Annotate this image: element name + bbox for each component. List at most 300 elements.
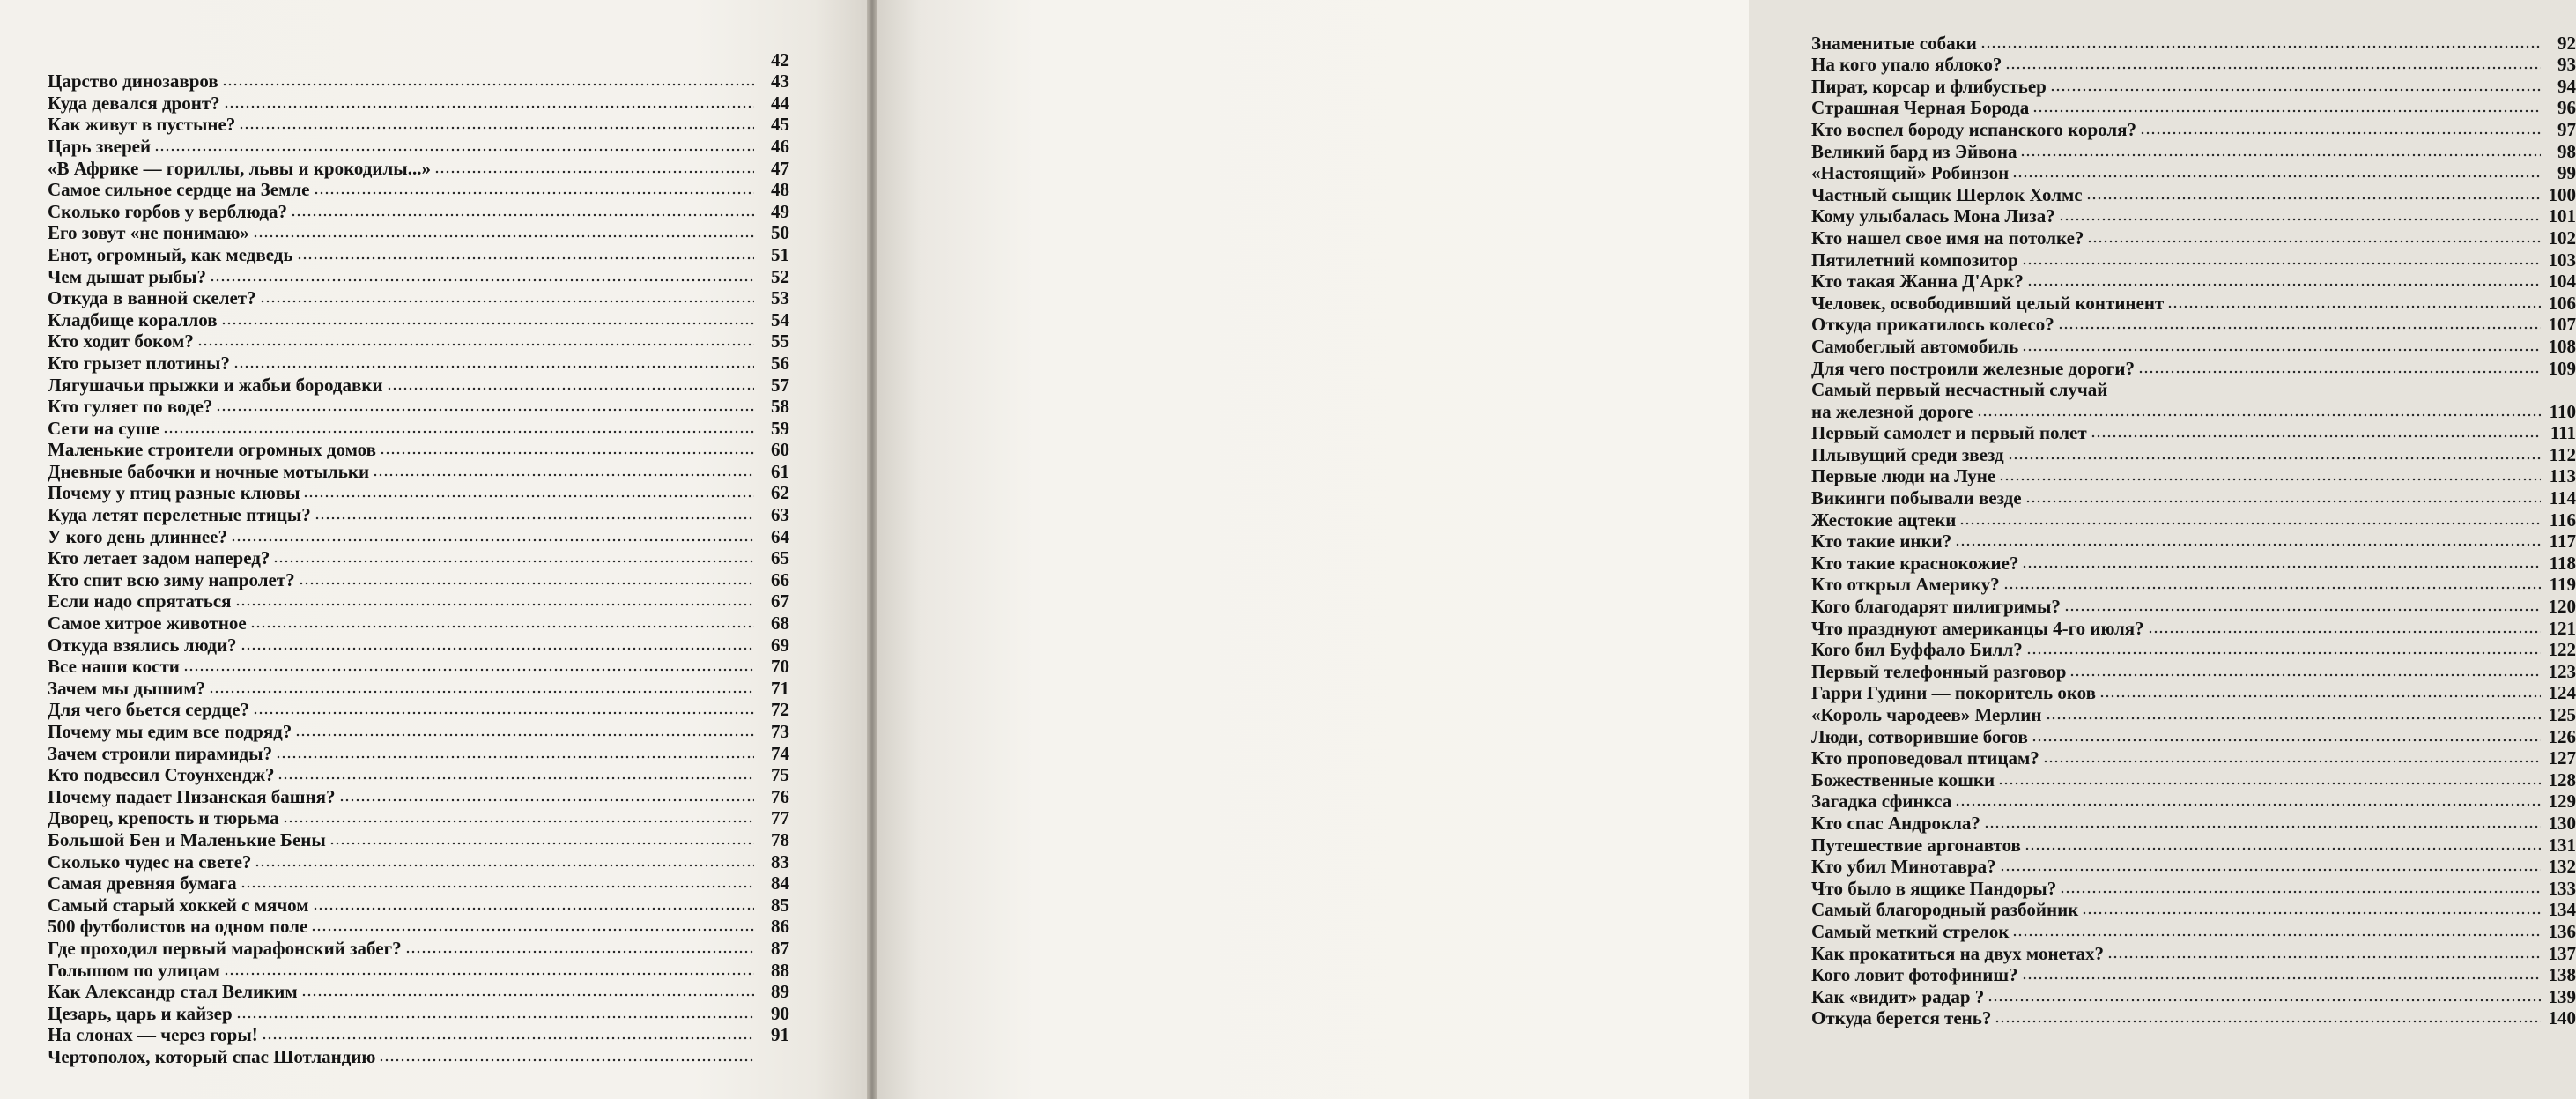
toc-title: Для чего построили железные дороги? xyxy=(1811,357,2135,379)
toc-entry xyxy=(48,656,789,678)
dot-leader xyxy=(241,884,754,889)
toc-title: Кому улыбалась Мона Лиза? xyxy=(1811,205,2055,227)
toc-title: Страшная Черная Борода xyxy=(1811,97,2030,119)
toc-page-number: 100 xyxy=(2548,183,2576,205)
dot-leader xyxy=(235,602,754,607)
toc-title: Викинги побывали везде xyxy=(1811,487,2022,509)
toc-title: Как «видит» радар ? xyxy=(1811,985,1985,1007)
dot-leader xyxy=(233,364,754,369)
dot-leader xyxy=(2022,564,2541,569)
toc-title: Кладбище кораллов xyxy=(48,308,218,330)
toc-page-number: 72 xyxy=(771,699,789,721)
toc-entry xyxy=(1811,379,2576,401)
toc-title: Кто подвесил Стоунхендж? xyxy=(48,764,275,786)
toc-title: Самый меткий стрелок xyxy=(1811,920,2010,942)
toc-page-number: 126 xyxy=(2548,725,2576,747)
toc-page-number: 122 xyxy=(2548,639,2576,661)
dot-leader xyxy=(255,863,754,868)
toc-title: Кто убил Минотавра? xyxy=(1811,856,1996,878)
toc-title: Куда летят перелетные птицы? xyxy=(48,504,311,526)
toc-title: Лягушачьи прыжки и жабьи бородавки xyxy=(48,374,383,396)
toc-page-number: 129 xyxy=(2548,791,2576,813)
dot-leader xyxy=(2059,217,2541,222)
toc-title: Кто такие краснокожие? xyxy=(1811,552,2019,574)
dot-leader xyxy=(2058,325,2541,330)
toc-title: На кого упало яблоко? xyxy=(1811,54,2002,76)
toc-title: Самый старый хоккей с мячом xyxy=(48,894,309,916)
toc-entry xyxy=(48,981,789,1003)
toc-entry xyxy=(48,135,789,157)
toc-title: Откуда берется тень? xyxy=(1811,1007,1992,1029)
toc-title: Первый самолет и первый полет xyxy=(1811,422,2087,444)
toc-page-number: 75 xyxy=(771,764,789,786)
left-table-of-contents xyxy=(48,48,789,1067)
toc-title: Самое сильное сердце на Земле xyxy=(48,179,310,201)
toc-page-number: 47 xyxy=(771,157,789,179)
toc-page-number: 52 xyxy=(771,265,789,287)
toc-page-number: 51 xyxy=(771,243,789,265)
dot-leader xyxy=(253,234,754,239)
toc-title: Почему падает Пизанская башня? xyxy=(48,785,336,807)
toc-entry xyxy=(1811,97,2576,119)
dot-leader xyxy=(253,710,754,716)
toc-title: Царь зверей xyxy=(48,135,152,157)
dot-leader xyxy=(434,169,754,175)
toc-entry xyxy=(1811,791,2576,813)
toc-entry xyxy=(48,828,789,850)
dot-leader xyxy=(311,927,754,932)
toc-title: Кто такая Жанна Д'Арк? xyxy=(1811,271,2024,293)
toc-title: Плывущий среди звезд xyxy=(1811,443,2004,465)
toc-title: «Настоящий» Робинзон xyxy=(1811,162,2010,184)
toc-title: Что празднуют американцы 4-го июля? xyxy=(1811,617,2144,639)
dot-leader xyxy=(163,429,754,434)
toc-title: Дневные бабочки и ночные мотыльки xyxy=(48,460,370,482)
toc-title: на железной дороге xyxy=(1811,400,1973,422)
toc-entry xyxy=(1811,292,2576,314)
dot-leader xyxy=(1998,781,2541,786)
toc-entry xyxy=(48,1024,789,1046)
toc-page-number: 111 xyxy=(2550,422,2576,444)
toc-page-number: 120 xyxy=(2548,596,2576,618)
toc-page-number: 107 xyxy=(2548,314,2576,336)
toc-page-number: 92 xyxy=(2557,32,2576,54)
toc-page-number: 104 xyxy=(2548,271,2576,293)
toc-entry xyxy=(1811,660,2576,682)
toc-entry xyxy=(48,1045,789,1067)
toc-page-number: 42 xyxy=(771,48,789,71)
toc-entry xyxy=(48,850,789,873)
toc-title: Если надо спрятаться xyxy=(48,590,232,613)
dot-leader xyxy=(183,667,754,672)
toc-entry xyxy=(48,764,789,786)
dot-leader xyxy=(315,516,754,521)
toc-title: Жестокие ацтеки xyxy=(1811,509,1957,531)
toc-page-number: 66 xyxy=(771,568,789,590)
dot-leader xyxy=(278,776,754,781)
toc-title: Цезарь, царь и кайзер xyxy=(48,1002,233,1024)
toc-title: У кого день длиннее? xyxy=(48,525,227,547)
toc-page-number: 53 xyxy=(771,287,789,309)
toc-page-number: 109 xyxy=(2548,357,2576,379)
toc-page-number: 119 xyxy=(2549,574,2576,596)
toc-entry xyxy=(48,200,789,222)
dot-leader xyxy=(295,732,754,738)
toc-entry xyxy=(48,71,789,93)
toc-page-number: 98 xyxy=(2557,140,2576,162)
toc-page-number: 59 xyxy=(771,417,789,439)
dot-leader xyxy=(1980,44,2541,49)
dot-leader xyxy=(2138,369,2541,375)
dot-leader xyxy=(301,992,754,998)
toc-page-number: 60 xyxy=(771,439,789,461)
toc-page-number: 88 xyxy=(771,959,789,981)
toc-title: Кто такие инки? xyxy=(1811,531,1952,553)
toc-page-number: 102 xyxy=(2548,226,2576,249)
toc-entry xyxy=(1811,595,2576,617)
toc-page-number: 106 xyxy=(2548,292,2576,314)
toc-title: Самый первый несчастный случай xyxy=(1811,379,2108,401)
toc-title: Кого бил Буффало Билл? xyxy=(1811,639,2023,661)
toc-entry xyxy=(1811,400,2576,422)
toc-entry xyxy=(48,742,789,764)
toc-entry xyxy=(48,525,789,547)
toc-page-number: 68 xyxy=(771,613,789,635)
toc-title: Первый телефонный разговор xyxy=(1811,660,2067,682)
toc-title: Пират, корсар и флибустьер xyxy=(1811,75,2047,97)
toc-title: Как живут в пустыне? xyxy=(48,114,236,136)
toc-title: Первые люди на Луне xyxy=(1811,465,1996,487)
toc-page-number: 46 xyxy=(771,135,789,157)
toc-title: Откуда взялись люди? xyxy=(48,634,237,656)
toc-entry xyxy=(48,568,789,590)
toc-title: Сколько горбов у верблюда? xyxy=(48,200,287,222)
dot-leader xyxy=(2032,108,2541,114)
dot-leader xyxy=(209,689,754,694)
toc-entry xyxy=(48,894,789,916)
dot-leader xyxy=(231,538,754,543)
dot-leader xyxy=(1977,412,2542,418)
dot-leader xyxy=(2043,759,2541,764)
toc-title: Большой Бен и Маленькие Бены xyxy=(48,828,326,850)
toc-entry xyxy=(1811,769,2576,791)
toc-page-number: 63 xyxy=(771,504,789,526)
toc-page-number: 78 xyxy=(771,828,789,850)
dot-leader xyxy=(314,190,755,196)
toc-entry xyxy=(48,265,789,287)
toc-title: Кто спас Андрокла? xyxy=(1811,812,1980,834)
dot-leader xyxy=(2082,910,2541,916)
toc-entry xyxy=(48,439,789,461)
toc-page-number: 86 xyxy=(771,916,789,938)
toc-entry xyxy=(1811,812,2576,834)
dot-leader xyxy=(276,754,754,760)
toc-entry xyxy=(1811,249,2576,271)
dot-leader xyxy=(313,906,754,911)
toc-page-number: 97 xyxy=(2557,118,2576,140)
toc-title: Кто грызет плотины? xyxy=(48,352,230,374)
dot-leader xyxy=(221,321,754,326)
toc-entry xyxy=(1811,899,2576,921)
toc-page-number: 118 xyxy=(2549,552,2576,574)
dot-leader xyxy=(380,450,754,456)
toc-page-number: 64 xyxy=(771,525,789,547)
toc-title: Для чего бьется сердце? xyxy=(48,699,250,721)
dot-leader xyxy=(2140,130,2541,136)
toc-page-number: 137 xyxy=(2548,942,2576,964)
toc-entry xyxy=(1811,639,2576,661)
dot-leader xyxy=(236,1014,754,1020)
dot-leader xyxy=(2008,456,2541,461)
toc-entry xyxy=(1811,205,2576,227)
toc-page-number: 77 xyxy=(771,807,789,829)
book-gutter xyxy=(867,0,877,1099)
toc-entry xyxy=(1811,422,2576,444)
dot-leader xyxy=(379,1058,754,1063)
dot-leader xyxy=(2086,196,2541,201)
toc-page-number: 140 xyxy=(2548,1007,2576,1029)
toc-entry xyxy=(48,460,789,482)
toc-page-number: 91 xyxy=(771,1024,789,1046)
toc-page-number: 124 xyxy=(2548,682,2576,704)
dot-leader xyxy=(2060,889,2541,895)
dot-leader xyxy=(283,819,754,824)
toc-entry xyxy=(48,873,789,895)
toc-title: Как Александр стал Великим xyxy=(48,981,298,1003)
toc-page-number: 57 xyxy=(771,374,789,396)
dot-leader xyxy=(216,407,754,412)
toc-page-number: 96 xyxy=(2557,97,2576,119)
toc-title: Кого благодарят пилигримы? xyxy=(1811,596,2061,618)
toc-entry xyxy=(48,807,789,829)
toc-entry xyxy=(48,1002,789,1024)
toc-title: Самое хитрое животное xyxy=(48,613,247,635)
toc-page-number: 139 xyxy=(2548,985,2576,1007)
toc-entry xyxy=(1811,75,2576,97)
toc-page-number: 74 xyxy=(771,742,789,764)
dot-leader xyxy=(303,494,754,499)
toc-title: Самобеглый автомобиль xyxy=(1811,335,2019,357)
toc-title: Кто проповедовал птицам? xyxy=(1811,747,2039,769)
toc-title: Зачем мы дышим? xyxy=(48,677,206,699)
dot-leader xyxy=(1955,802,2541,807)
dot-leader xyxy=(2107,954,2541,960)
dot-leader xyxy=(2027,282,2541,287)
toc-entry xyxy=(1811,226,2576,249)
toc-entry xyxy=(48,179,789,201)
toc-title: Зачем строили пирамиды? xyxy=(48,742,273,764)
toc-page-number: 43 xyxy=(771,71,789,93)
toc-entry xyxy=(1811,552,2576,574)
toc-title: Енот, огромный, как медведь xyxy=(48,243,293,265)
toc-title: Кого ловит фотофиниш? xyxy=(1811,964,2018,986)
toc-title: Царство динозавров xyxy=(48,71,218,93)
toc-title: Кто воспел бороду испанского короля? xyxy=(1811,118,2137,140)
dot-leader xyxy=(224,971,754,976)
toc-entry xyxy=(1811,834,2576,856)
toc-entry xyxy=(1811,920,2576,942)
dot-leader xyxy=(224,104,754,109)
toc-page-number: 133 xyxy=(2548,877,2576,899)
toc-entry xyxy=(48,547,789,569)
toc-page-number: 125 xyxy=(2548,704,2576,725)
toc-title: Кто летает задом наперед? xyxy=(48,547,270,569)
toc-page-number: 108 xyxy=(2548,335,2576,357)
toc-title: «В Африке — гориллы, львы и крокодилы...» xyxy=(48,157,431,179)
toc-entry xyxy=(48,677,789,699)
dot-leader xyxy=(2000,867,2541,873)
toc-title: Великий бард из Эйвона xyxy=(1811,140,2017,162)
toc-page-number: 103 xyxy=(2548,249,2576,271)
right-table-of-contents xyxy=(1811,32,2576,1028)
toc-page-number: 117 xyxy=(2549,531,2576,553)
dot-leader xyxy=(1984,824,2541,829)
toc-page-number: 116 xyxy=(2549,509,2576,531)
toc-title: На слонах — через горы! xyxy=(48,1024,258,1046)
toc-title: Чем дышат рыбы? xyxy=(48,265,207,287)
toc-title: Чертополох, который спас Шотландию xyxy=(48,1045,376,1067)
toc-title: Голышом по улицам xyxy=(48,959,220,981)
toc-entry-first-number xyxy=(48,48,789,71)
toc-title: Все наши кости xyxy=(48,656,180,678)
dot-leader xyxy=(260,299,754,304)
toc-entry xyxy=(1811,856,2576,878)
toc-entry xyxy=(1811,183,2576,205)
toc-page-number: 61 xyxy=(771,460,789,482)
toc-page-number: 65 xyxy=(771,547,789,569)
toc-entry xyxy=(1811,443,2576,465)
toc-page-number: 112 xyxy=(2549,443,2576,465)
toc-title: Кто открыл Америку? xyxy=(1811,574,2000,596)
toc-page-number: 114 xyxy=(2549,487,2576,509)
toc-page-number: 55 xyxy=(771,330,789,353)
toc-page-number: 70 xyxy=(771,656,789,678)
toc-title: Где проходил первый марафонский забег? xyxy=(48,937,402,959)
toc-title: Откуда прикатилось колесо? xyxy=(1811,314,2054,336)
toc-page-number: 113 xyxy=(2549,465,2576,487)
toc-entry xyxy=(1811,140,2576,162)
toc-page-number: 50 xyxy=(771,222,789,244)
toc-entry xyxy=(48,243,789,265)
dot-leader xyxy=(222,82,754,87)
toc-entry xyxy=(1811,617,2576,639)
dot-leader xyxy=(51,61,754,66)
dot-leader xyxy=(210,278,754,283)
toc-page-number: 71 xyxy=(771,677,789,699)
toc-entry xyxy=(48,482,789,504)
toc-page-number: 83 xyxy=(771,850,789,873)
toc-title: Что было в ящике Пандоры? xyxy=(1811,877,2057,899)
toc-title: Как прокатиться на двух монетах? xyxy=(1811,942,2104,964)
toc-title: Самый благородный разбойник xyxy=(1811,899,2079,921)
dot-leader xyxy=(291,212,754,218)
toc-entry xyxy=(48,92,789,114)
toc-entry xyxy=(1811,486,2576,509)
dot-leader xyxy=(262,1036,754,1041)
dot-leader xyxy=(2050,87,2541,93)
toc-page-number: 132 xyxy=(2548,856,2576,878)
toc-entry xyxy=(1811,314,2576,336)
toc-entry xyxy=(48,590,789,613)
left-page xyxy=(0,0,867,1099)
toc-entry xyxy=(1811,357,2576,379)
toc-title: Самая древняя бумага xyxy=(48,873,237,895)
toc-entry xyxy=(48,916,789,938)
toc-page-number: 138 xyxy=(2548,964,2576,986)
toc-entry xyxy=(48,699,789,721)
toc-page-number: 110 xyxy=(2549,400,2576,422)
toc-entry xyxy=(48,785,789,807)
dot-leader xyxy=(1955,542,2541,547)
toc-page-number: 127 xyxy=(2548,747,2576,769)
toc-title: Сети на суше xyxy=(48,417,159,439)
dot-leader xyxy=(373,472,754,478)
toc-entry xyxy=(1811,32,2576,54)
toc-entry xyxy=(48,352,789,374)
toc-title: Путешествие аргонавтов xyxy=(1811,834,2021,856)
toc-title: «Король чародеев» Мерлин xyxy=(1811,704,2042,725)
toc-page-number: 56 xyxy=(771,352,789,374)
toc-title: Почему мы едим все подряд? xyxy=(48,721,292,742)
toc-title: Кто спит всю зиму напролет? xyxy=(48,568,295,590)
toc-entry xyxy=(1811,271,2576,293)
toc-page-number: 84 xyxy=(771,873,789,895)
dot-leader xyxy=(329,841,754,846)
toc-page-number: 99 xyxy=(2557,162,2576,184)
dot-leader xyxy=(273,559,754,564)
toc-entry xyxy=(1811,509,2576,531)
toc-entry xyxy=(48,330,789,353)
toc-page-number: 134 xyxy=(2548,899,2576,921)
toc-page-number: 121 xyxy=(2548,617,2576,639)
dot-leader xyxy=(2091,434,2541,439)
toc-entry xyxy=(48,287,789,309)
toc-entry xyxy=(1811,335,2576,357)
toc-entry xyxy=(48,634,789,656)
toc-entry xyxy=(48,503,789,525)
toc-page-number: 130 xyxy=(2548,812,2576,834)
dot-leader xyxy=(2099,694,2541,699)
dot-leader xyxy=(2022,976,2541,981)
dot-leader xyxy=(2022,347,2541,353)
toc-entry xyxy=(1811,964,2576,986)
toc-entry xyxy=(1811,747,2576,769)
toc-page-number: 69 xyxy=(771,634,789,656)
toc-page-number: 49 xyxy=(771,200,789,222)
dot-leader xyxy=(2111,390,2541,396)
toc-page-number: 44 xyxy=(771,92,789,114)
toc-entry xyxy=(48,308,789,330)
toc-entry xyxy=(48,612,789,634)
toc-entry xyxy=(48,114,789,136)
dot-leader xyxy=(2148,629,2541,635)
toc-title: Кто нашел свое имя на потолке? xyxy=(1811,226,2084,249)
toc-page-number: 131 xyxy=(2548,834,2576,856)
dot-leader xyxy=(197,342,754,347)
toc-entry xyxy=(1811,118,2576,140)
toc-page-number: 58 xyxy=(771,396,789,418)
dot-leader xyxy=(2005,65,2541,71)
toc-title: Божественные кошки xyxy=(1811,769,1995,791)
dot-leader xyxy=(2025,846,2541,851)
toc-page-number: 93 xyxy=(2557,54,2576,76)
toc-title: Загадка сфинкса xyxy=(1811,791,1952,813)
toc-entry xyxy=(1811,877,2576,899)
toc-page-number: 62 xyxy=(771,482,789,504)
toc-entry xyxy=(1811,703,2576,725)
toc-entry xyxy=(1811,531,2576,553)
toc-page-number: 89 xyxy=(771,981,789,1003)
